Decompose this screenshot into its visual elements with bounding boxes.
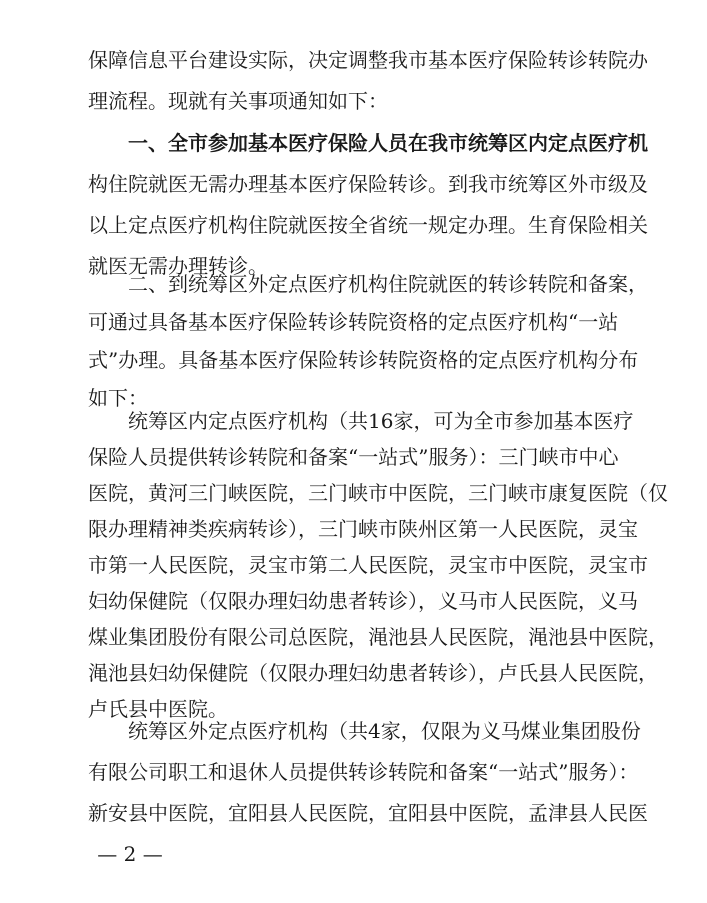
text-line: 可通过具备基本医疗保险转诊转院资格的定点医疗机构“一站 [88,310,619,334]
text-line: 限办理精神类疾病转诊），三门峡市陕州区第一人民医院，灵宝 [88,517,638,541]
page-number: — 2 — [97,842,163,866]
text-line: 有限公司职工和退休人员提供转诊转院和备案“一站式”服务）： [88,760,639,784]
text-line: 渑池县妇幼保健院（仅限办理妇幼患者转诊），卢氏县人民医院， [88,661,658,685]
section-one-heading-line: 一、全市参加基本医疗保险人员在我市统筹区内定点医疗机 [128,131,648,155]
text-line: 卢氏县中医院。 [88,697,228,721]
text-line: 式”办理。具备基本医疗保险转诊转院资格的定点医疗机构分布 [88,348,639,372]
text-line: 妇幼保健院（仅限办理妇幼患者转诊），义马市人民医院，义马 [88,589,638,613]
text-line: 保险人员提供转诊转院和备案“一站式”服务）：三门峡市中心 [88,445,619,469]
text-line: 煤业集团股份有限公司总医院，渑池县人民医院，渑池县中医院， [88,625,668,649]
text-line: 医院，黄河三门峡医院，三门峡市中医院，三门峡市康复医院（仅 [88,481,668,505]
text-line: 新安县中医院，宜阳县人民医院，宜阳县中医院，孟津县人民医 [88,801,648,825]
text-line: 构住院就医无需办理基本医疗保险转诊。到我市统筹区外市级及 [88,172,648,196]
text-line: 统筹区外定点医疗机构（共4家，仅限为义马煤业集团股份 [128,719,641,743]
text-line: 市第一人民医院，灵宝市第二人民医院，灵宝市中医院，灵宝市 [88,553,648,577]
text-line: 就医无需办理转诊。 [88,254,268,278]
text-line: 以上定点医疗机构住院就医按全省统一规定办理。生育保险相关 [88,213,648,237]
section-two-heading-line: 二、到统筹区外定点医疗机构住院就医的转诊转院和备案， [128,272,648,296]
text-line: 统筹区内定点医疗机构（共16家，可为全市参加基本医疗 [128,409,634,433]
text-line: 如下： [88,386,148,410]
text-line: 理流程。现就有关事项通知如下： [88,89,388,113]
text-line: 保障信息平台建设实际，决定调整我市基本医疗保险转诊转院办 [88,48,648,72]
